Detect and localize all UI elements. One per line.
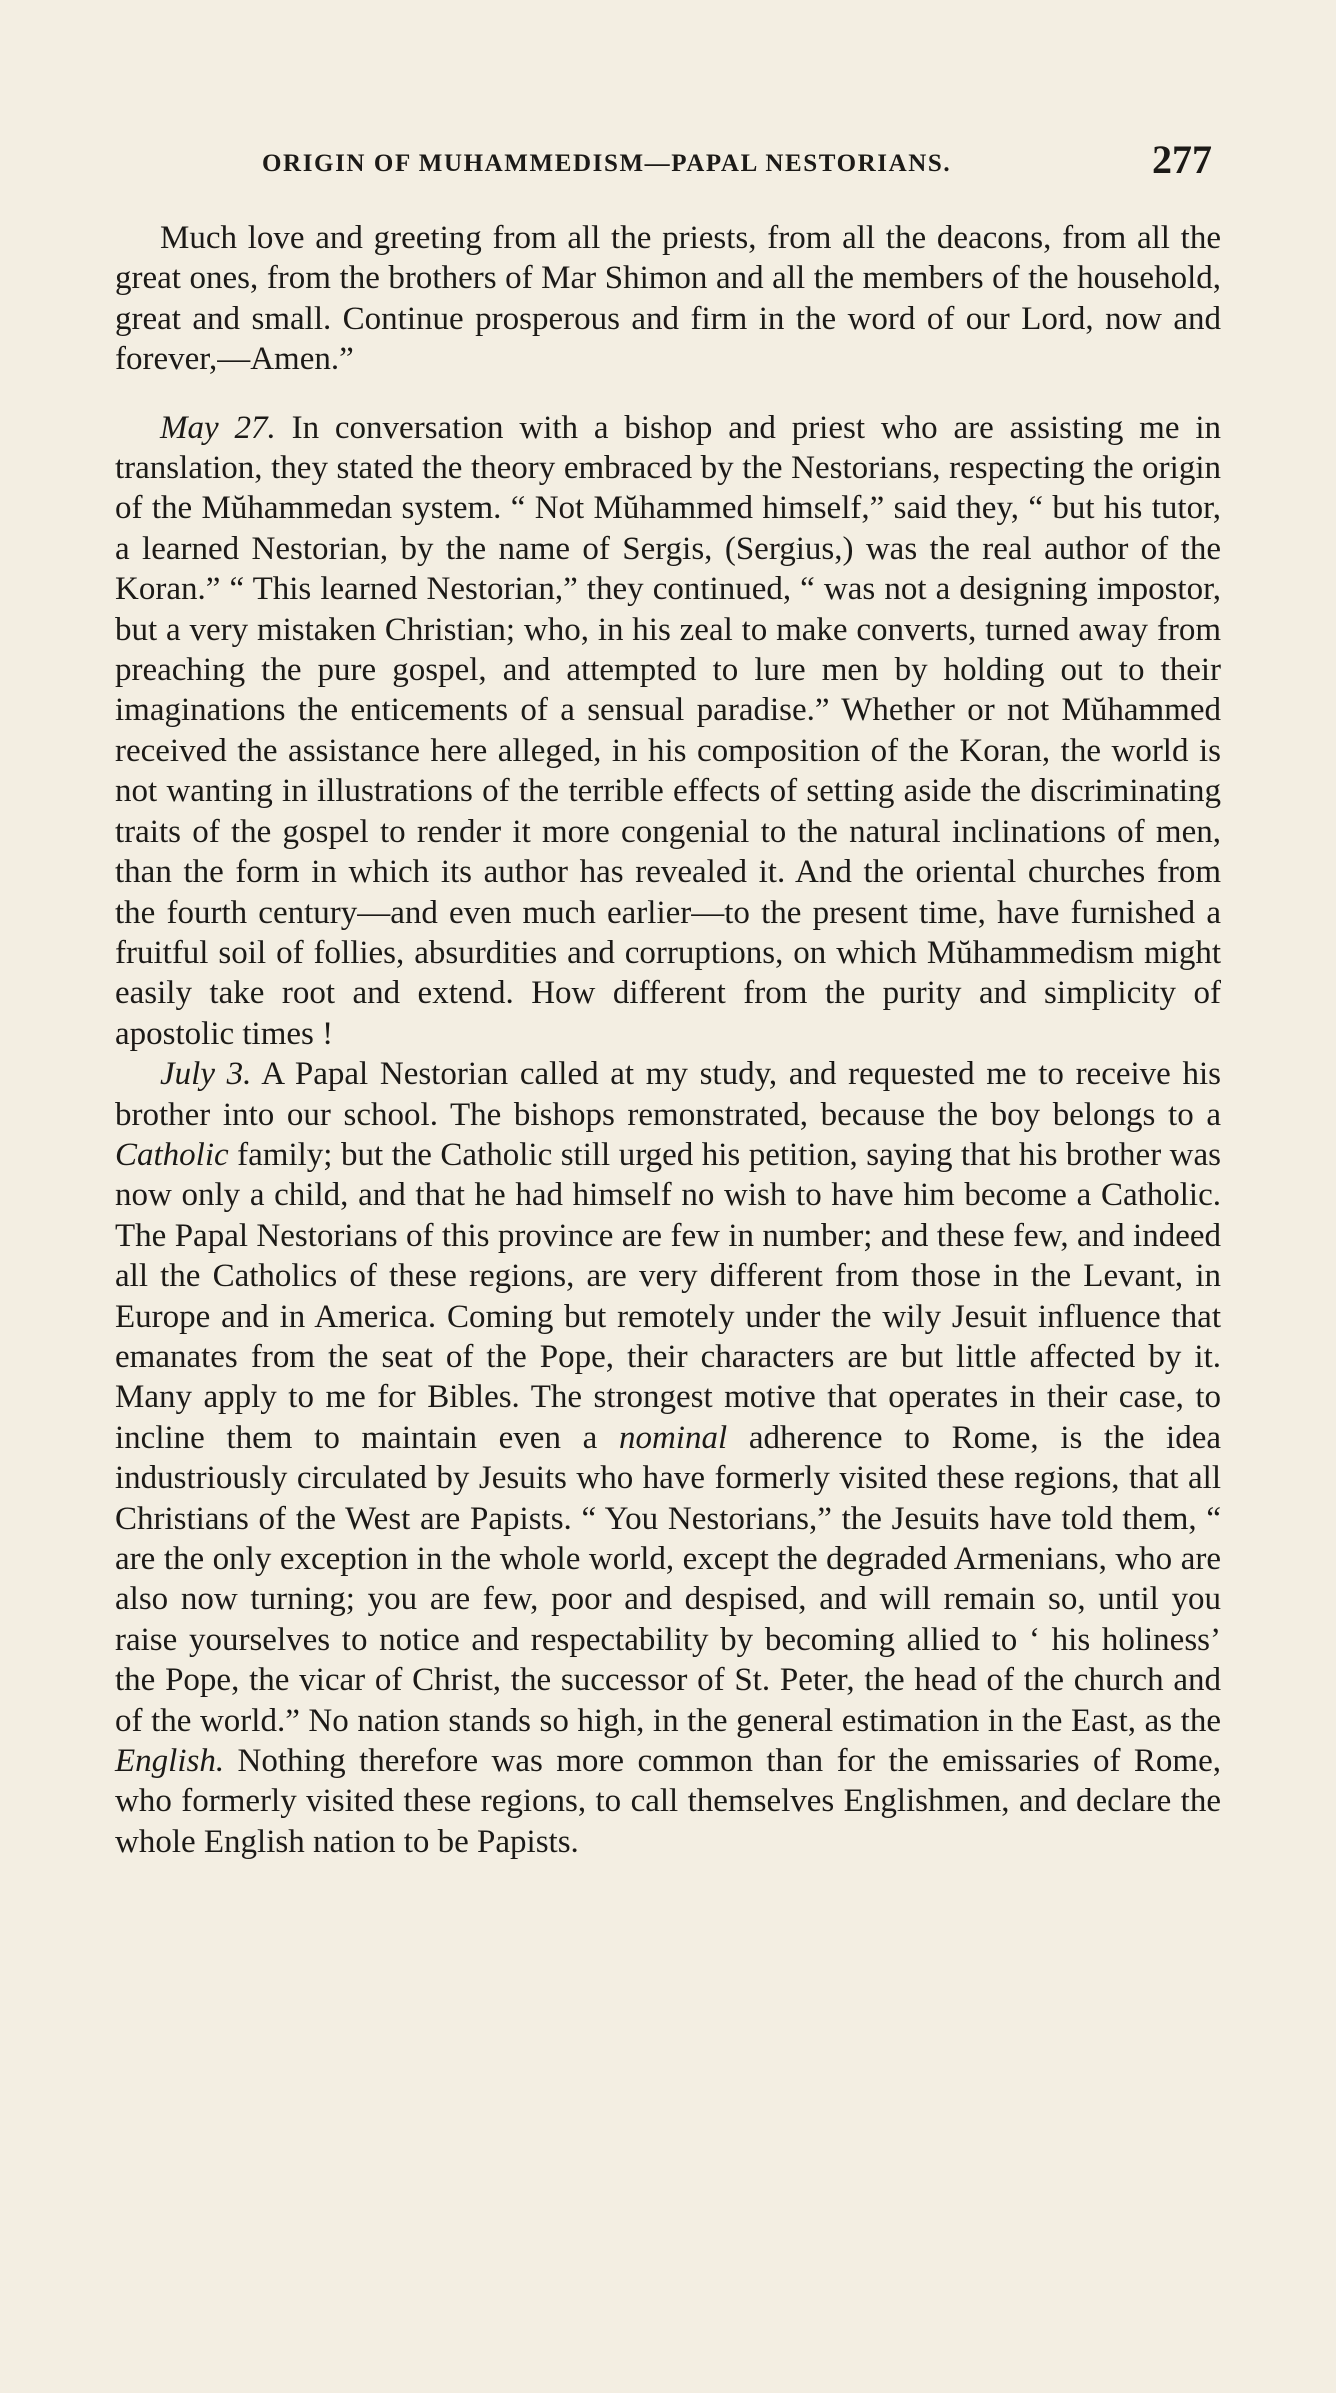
- body-text: [115, 218, 1221, 1862]
- paragraph-text: A Papal Nestorian called at my study, and requested me to receive his brother into our school. The bishops remonstrated, because the boy belongs to a: [115, 1056, 1221, 1133]
- page-number: 277: [1152, 137, 1212, 182]
- running-head: [262, 136, 1212, 196]
- paragraph-may-27: [115, 408, 1221, 1055]
- emphasis-catholic: Catholic: [115, 1136, 229, 1173]
- paragraph-text: Nothing therefore was more common than for the emissaries of Rome, who formerly visited these regions, to call themselves Englishmen, and declare the whole English nation to be Papists.: [115, 1743, 1221, 1860]
- paragraph-text: adherence to Rome, is the idea industriously circulated by Jesuits who have formerly visited these regions, that all Christians of the West are Papists. “ You Nestorians,” the Jesuits have told them, “ are the only exception in the whole world, except the degraded Armenians, who are also now turning; you are few, poor and despised, and will remain so, until you raise yourselves to notice and respectability by becoming allied to ‘ his holiness’ the Pope, the vicar of Christ, the successor of St. Peter, the head of the church and of the world.” No nation stands so high, in the general estimation in the East, as the: [115, 1419, 1221, 1739]
- emphasis-english: English.: [115, 1743, 225, 1780]
- paragraph-text: In conversation with a bishop and priest who are assisting me in translation, they stated the theory embraced by the Nestorians, respecting the origin of the Mŭhammedan system. “ Not Mŭhammed himself,” said they, “ but his tutor, a learned Nestorian, by the name of Sergis, (Sergius,) was the real author of the Koran.” “ This learned Nestorian,” they continued, “ was not a designing impostor, but a very mistaken Christian; who, in his zeal to make converts, turned away from preaching the pure gospel, and attempted to lure men by holding out to their imaginations the enticements of a sensual paradise.” Whether or not Mŭhammed received the assistance here alleged, in his composition of the Koran, the world is not wanting in illustrations of the terrible effects of setting aside the discriminating traits of the gospel to render it more congenial to the natural inclinations of men, than the form in which its author has revealed it. And the oriental churches from the fourth century—and even much earlier—to the present time, have furnished a fruitful soil of follies, absurdities and corruptions, on which Mŭhammedism might easily take root and extend. How different from the purity and simplicity of apostolic times !: [115, 409, 1221, 1052]
- running-title: ORIGIN OF MUHAMMEDISM—PAPAL NESTORIANS.: [262, 150, 952, 177]
- paragraph-letter-closing: [115, 218, 1221, 380]
- paragraph-text: family; but the Catholic still urged his petition, saying that his brother was now only a child, and that he had himself no wish to have him become a Catholic. The Papal Nestorians of this province are few in number; and these few, and indeed all the Catholics of these regions, are very different from those in the Levant, in Europe and in America. Coming but remotely under the wily Jesuit influence that emanates from the seat of the Pope, their characters are but little affected by it. Many apply to me for Bibles. The strongest motive that operates in their case, to incline them to maintain even a: [115, 1136, 1221, 1456]
- emphasis-nominal: nominal: [618, 1419, 728, 1456]
- dateline-may-27: May 27.: [160, 409, 276, 446]
- paragraph-text: Much love and greeting from all the priests, from all the deacons, from all the great ones, from the brothers of Mar Shimon and all the members of the household, great and small. Continue prosperous and firm in the word of our Lord, now and forever,—Amen.”: [115, 220, 1221, 378]
- dateline-july-3: July 3.: [160, 1056, 252, 1093]
- paragraph-july-3: [115, 1054, 1221, 1862]
